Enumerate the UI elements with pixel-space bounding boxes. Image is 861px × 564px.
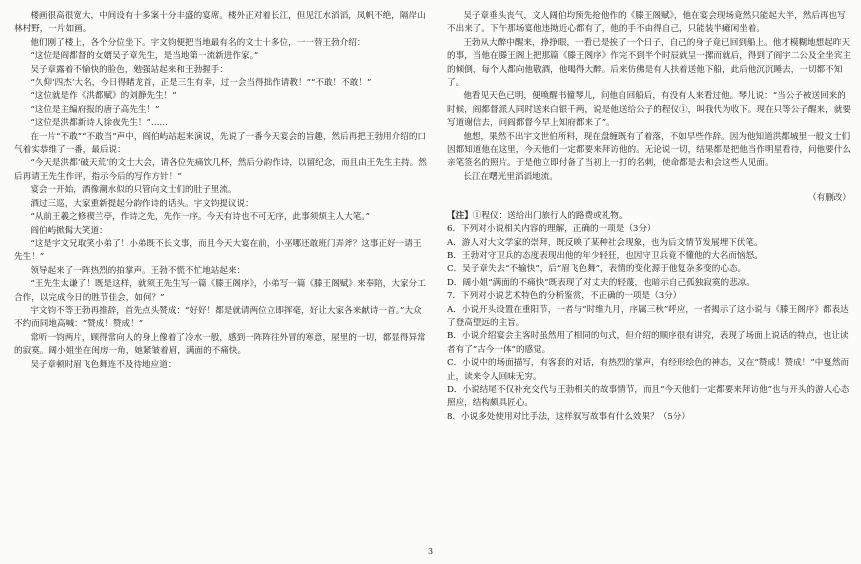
answer-option: B．小说介绍宴会主客时虽然用了相同的句式，但介绍的顺序很有讲究，表现了场面上说话的特点，也让读者有了“古今一体”的感觉。 (447, 331, 849, 355)
story-paragraph: 王勃从大醉中醒来，挣挣眼，一看已是挨了一个日子，自己的身子竟已回到船上。他才模糊地想起昨天的事，当他在滕王阁上把那篇《滕王阁序》作完不到半个时辰就呈一摞而就后，得到了阎宇二公及全坐宾主的倾倒，每个人都向他敬酒，他喝得大醉。后来仿佛是有人扶着送他下船，此后他沉沉睡去，一切都不知了。 (447, 37, 851, 89)
annotation-text: ①程仪：送给出门旅行人的路费或礼物。 (472, 210, 628, 221)
story-paragraph: 阎伯屿掀髯大笑道： (30, 225, 108, 236)
story-paragraph: 他想，果然不出宇文世伯所料，现在盘缠既有了着落，不如早些作辞。因为他知道洪都城里一般文士们因都知道他在这里，今天他们一定都要来拜访他的。无论说一切，结果都是把他当作明星看待，问他要什么亲笔签名的照片。于是他立即付备了当初上一打的名刺，使命都是去和会这些人见面。 (447, 131, 851, 169)
story-paragraph: 在一片“不敢”“不敢当”声中，阎伯屿站起来演说，先说了一番今天宴会的旨趣，然后再把王勃用介绍的口气着实恭维了一番，最后说： (14, 131, 427, 156)
story-paragraph: 领导起来了一阵热烈的拍掌声。王勃不慌不忙地站起来： (30, 265, 246, 276)
story-paragraph: 宴会一开始，酒像潮水似的只管向文士们的肚子里流。 (30, 185, 237, 196)
answer-option: C．吴子章失去“不输快”，后“眉飞色舞”，表情的变化源于他复杂多变的心态。 (447, 264, 747, 275)
left-column (14, 10, 428, 372)
story-paragraph: “这位就是作《洪都赋》的刘静先生！” (30, 91, 177, 102)
story-paragraph: “这位是阎都督的女婿吴子章先生，是当地第一流新进作家。” (30, 51, 259, 62)
story-paragraph: 常听一钧两片，顾得常向人的身上像着了冷水一般，感到一阵阵往外冒的寒意，屋里的一切，都显得异常的寂寞。阔小姐坐在闺房一角，她紧皱着眉，满面的不痛快。 (14, 332, 426, 357)
story-paragraph: “这位是主编府报的唐子高先生！” (30, 104, 160, 115)
story-paragraph: “这位是洪都新诗人徐夜先生！”…… (30, 118, 169, 129)
story-paragraph: “王先生太谦了！既是这样，就须王先生写一篇《滕王阁序》，小弟写一篇《滕王阁赋》来奉陪，大家分工合作，以完成今日的胜节佳会，如何？” (14, 279, 426, 303)
source-note: （有删改） (808, 193, 851, 204)
story-paragraph: 楼画很高很宽大，中间设有十多案十分丰盛的宴席。楼外正对着长江，但见江水滔滔，凤帆不绝，隔岸山林村野，一片如画。 (14, 11, 426, 35)
story-paragraph: “今天是洪都‘破天荒’的文士大会，请各位先痛饮几杯，然后分韵作诗，以留纪念，而且由王先生主持。然后再请王先生作评，指示今后的写作方针！” (14, 158, 427, 182)
answer-option: C．小说中的场面描写，有客套的对话，有热烈的掌声，有经形绘色的神态，又在“赞成！赞成！”中戛然而止，读来令人回味无穷。 (447, 358, 850, 382)
page-number: 3 (427, 547, 434, 556)
answer-option: A．小说开头设置在重阳节，一者与“时维九月，序属三秋”呼应，一者揭示了这小说与《滕王阁序》都表达了登高望远的主旨。 (447, 304, 849, 328)
annotation-label: 【注】 (447, 210, 473, 221)
story-paragraph: 吴子章顿时眉飞色舞连不及待地应道： (30, 359, 177, 370)
right-column (447, 10, 851, 424)
story-paragraph: “久仰‘四杰’大名，今日得睹龙首，正是三生有幸，过一会当得拙作请教！”“不敢！不敢！” (30, 78, 372, 89)
answer-option: A．游人对大文学家的崇拜，既反映了某种社会现象，也为后文情节发展埋下伏笔。 (447, 237, 763, 248)
story-paragraph: “这是宇文兄取笑小弟了！小弟既不长文事，而且今天大宴在前，小巫哪还敢班门弄斧？这事正好一请王先生！” (14, 238, 422, 263)
story-paragraph: “从前王羲之修禊兰亭，作诗之先，先作一序。今天有诗也不可无序，此事须烦主人大笔。” (30, 212, 370, 223)
story-paragraph: 长江在曙光里滔滔地流。 (463, 171, 558, 182)
question-8-stem: 8．小说多处使用对比手法，这样叙写故事有什么效果？（5分） (447, 411, 690, 422)
answer-option: D．小说结尾不仅补充交代与王勃相关的故事情节，而且“今天他们一定都要来拜访他”也与开头的游人心态照应，结构颇具匠心。 (447, 384, 850, 409)
answer-option: B．王勃对守卫兵的态度表现出他的年少轻狂，也因守卫兵竟不懂他的大名而恼怒。 (447, 250, 763, 261)
story-paragraph: 吴子章露着不愉快的脸色，勉强站起来和王勃握手： (30, 64, 228, 75)
question-6-stem: 6．下列对小说相关内容的理解，正确的一项是（3分） (447, 224, 656, 235)
story-paragraph: 宇文钧不等王勃再推辞，首先点头赞成：“好好！都是就请两位立即挥毫，好让大家各来献诗一首。”大众不约而同地高喊：“赞成！赞成！” (14, 305, 422, 330)
story-paragraph: 吴子章垂头丧气，文人阔伯均预先抢他作的《滕王阁赋》，他在宴会现场竟然只能起大半，然后再也写不出来了。下午那场宴他违拗近心都有了，他的手不由得自己，只能装半瘫闲坐着。 (447, 11, 846, 35)
story-paragraph: 酒过三巡，大家重新提起分韵作诗的话头。宇文钧提议说： (30, 198, 254, 209)
annotation (447, 210, 851, 223)
story-paragraph: 他看见天色已明，便唤醒书僮琴儿，问他自回船后，有没有人来看过他。琴儿说：“当公子被送回来的时候，阎都督派人同时送来白银千两，说是他送给公子的程仪①，叫我代为收下。现在只等公子醒来，就要写道谢信去，问阎都督今早上知府都来了”。 (447, 91, 851, 129)
answer-option: D．阔小姐“满面的不痛快”既表现了对丈夫的轻蔑，也暗示自己孤独寂寞的悲凉。 (447, 277, 755, 288)
question-7-stem: 7．下列对小说艺术特色的分析鉴赏，不正确的一项是（3分） (447, 291, 682, 302)
story-paragraph: 他们刚了楼上，各个分位坐下。宇文钧便把当地最有名的文士十多位，一一替王勃介绍： (30, 37, 366, 48)
